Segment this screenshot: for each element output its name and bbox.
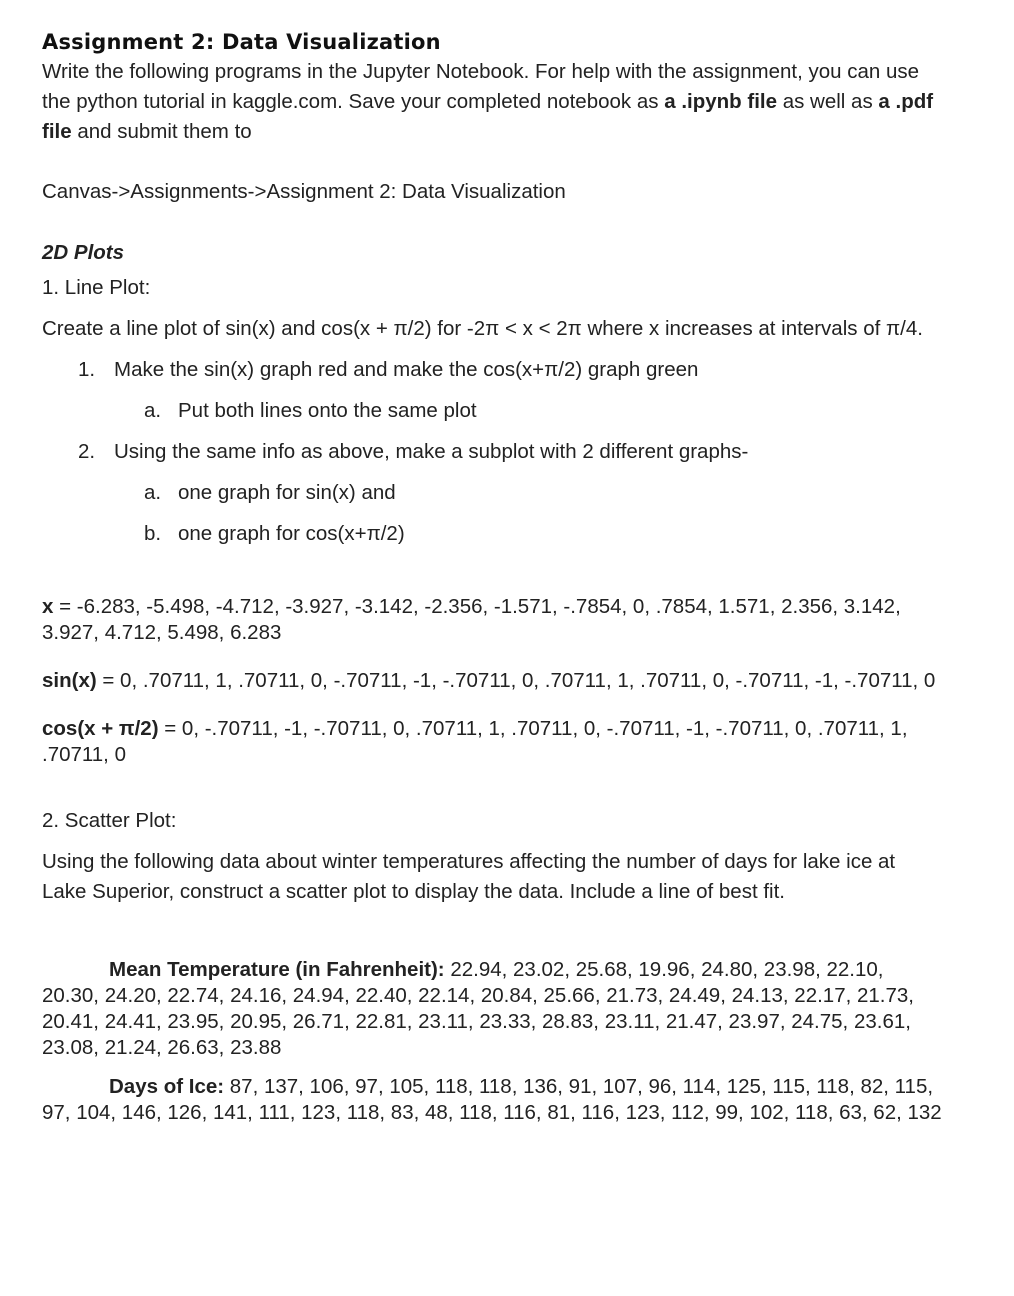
x-values-text: = -6.283, -5.498, -4.712, -3.927, -3.142, -2.356, -1.571, -.7854, 0, .7854, 1.571, 2.356, 3.142, 3.927, 4.712, 5.498, 6.283: [42, 595, 901, 644]
cos-values: [42, 716, 942, 768]
step-1-sub-a: [42, 396, 942, 426]
line-plot-steps: [42, 355, 942, 549]
step-2-sub-b: [42, 519, 942, 549]
canvas-path: Canvas->Assignments->Assignment 2: Data Visualization: [42, 180, 566, 203]
mean-temperature-values: [42, 957, 942, 1061]
step-text: Make the sin(x) graph red and make the cos(x+π/2) graph green: [114, 358, 699, 381]
step-1: [42, 355, 942, 385]
line-plot-heading: 1. Line Plot:: [42, 276, 151, 299]
intro-bold-ipynb: a .ipynb file: [664, 90, 777, 113]
cos-label: cos(x + π/2): [42, 717, 159, 740]
sub-step-letter: a.: [144, 481, 162, 504]
sub-step-letter: a.: [144, 399, 162, 422]
cos-values-text: = 0, -.70711, -1, -.70711, 0, .70711, 1, .70711, 0, -.70711, -1, -.70711, 0, .70711, 1, .70711, 0: [42, 717, 908, 766]
x-label: x: [42, 595, 54, 618]
mean-temperature-values-text: 22.94, 23.02, 25.68, 19.96, 24.80, 23.98, 22.10, 20.30, 24.20, 22.74, 24.16, 24.94, 22.40, 22.14, 20.84, 25.66, 21.73, 24.49, 24.13, 22.17, 21.73, 20.41, 24.41, 23.95, 20.95, 26.71, 22.81, 23.11, 23.33, 28.83, 23.11, 21.47, 23.97, 24.75, 23.61, 23.08, 21.24, 26.63, 23.88: [42, 958, 914, 1059]
step-2: [42, 437, 942, 467]
step-2-sub-a: [42, 478, 942, 508]
intro-paragraph: [42, 57, 942, 147]
sin-label: sin(x): [42, 669, 97, 692]
sub-step-text: Put both lines onto the same plot: [178, 399, 477, 422]
line-plot-description: Create a line plot of sin(x) and cos(x + π/2) for -2π < x < 2π where x increases at intervals of π/4.: [42, 317, 923, 340]
intro-text-3: and submit them to: [71, 120, 252, 143]
sin-values: [42, 668, 942, 694]
intro-text-1: Write the following programs in the Jupyter Notebook. For help with the assignment, you can use the python tutorial in kaggle.com. Save your completed notebook as: [42, 60, 920, 113]
sub-step-text: one graph for sin(x) and: [178, 481, 396, 504]
page-title: Assignment 2: Data Visualization: [42, 30, 441, 54]
step-text: Using the same info as above, make a subplot with 2 different graphs-: [114, 440, 749, 463]
mean-temperature-label: Mean Temperature (in Fahrenheit):: [109, 958, 445, 981]
sin-values-text: = 0, .70711, 1, .70711, 0, -.70711, -1, -.70711, 0, .70711, 1, .70711, 0, -.70711, -1, -.70711, 0: [102, 669, 936, 692]
scatter-plot-data: [42, 957, 942, 1126]
sub-step-letter: b.: [144, 522, 162, 545]
intro-bold-pdf: a .pdf file: [42, 90, 934, 143]
step-number: 2.: [78, 440, 96, 463]
line-plot-data: [42, 594, 942, 768]
days-of-ice-values: [42, 1074, 942, 1126]
step-number: 1.: [78, 358, 96, 381]
document-page: [42, 28, 942, 1126]
days-of-ice-label: Days of Ice:: [109, 1075, 225, 1098]
days-of-ice-values-text: 87, 137, 106, 97, 105, 118, 118, 136, 91, 107, 96, 114, 125, 115, 118, 82, 115, 97, 104, 146, 126, 141, 111, 123, 118, 83, 48, 118, 116, 81, 116, 123, 112, 99, 102, 118, 63, 62, 132: [42, 1075, 942, 1124]
x-values: [42, 594, 942, 646]
scatter-plot-description: Using the following data about winter temperatures affecting the number of days for lake ice at Lake Superior, construct a scatter plot to display the data. Include a line of best fit.: [42, 850, 896, 903]
scatter-plot-heading: 2. Scatter Plot:: [42, 809, 177, 832]
intro-text-2: as well as: [777, 90, 879, 113]
sub-step-text: one graph for cos(x+π/2): [178, 522, 405, 545]
section-heading-2d-plots: 2D Plots: [42, 241, 125, 264]
